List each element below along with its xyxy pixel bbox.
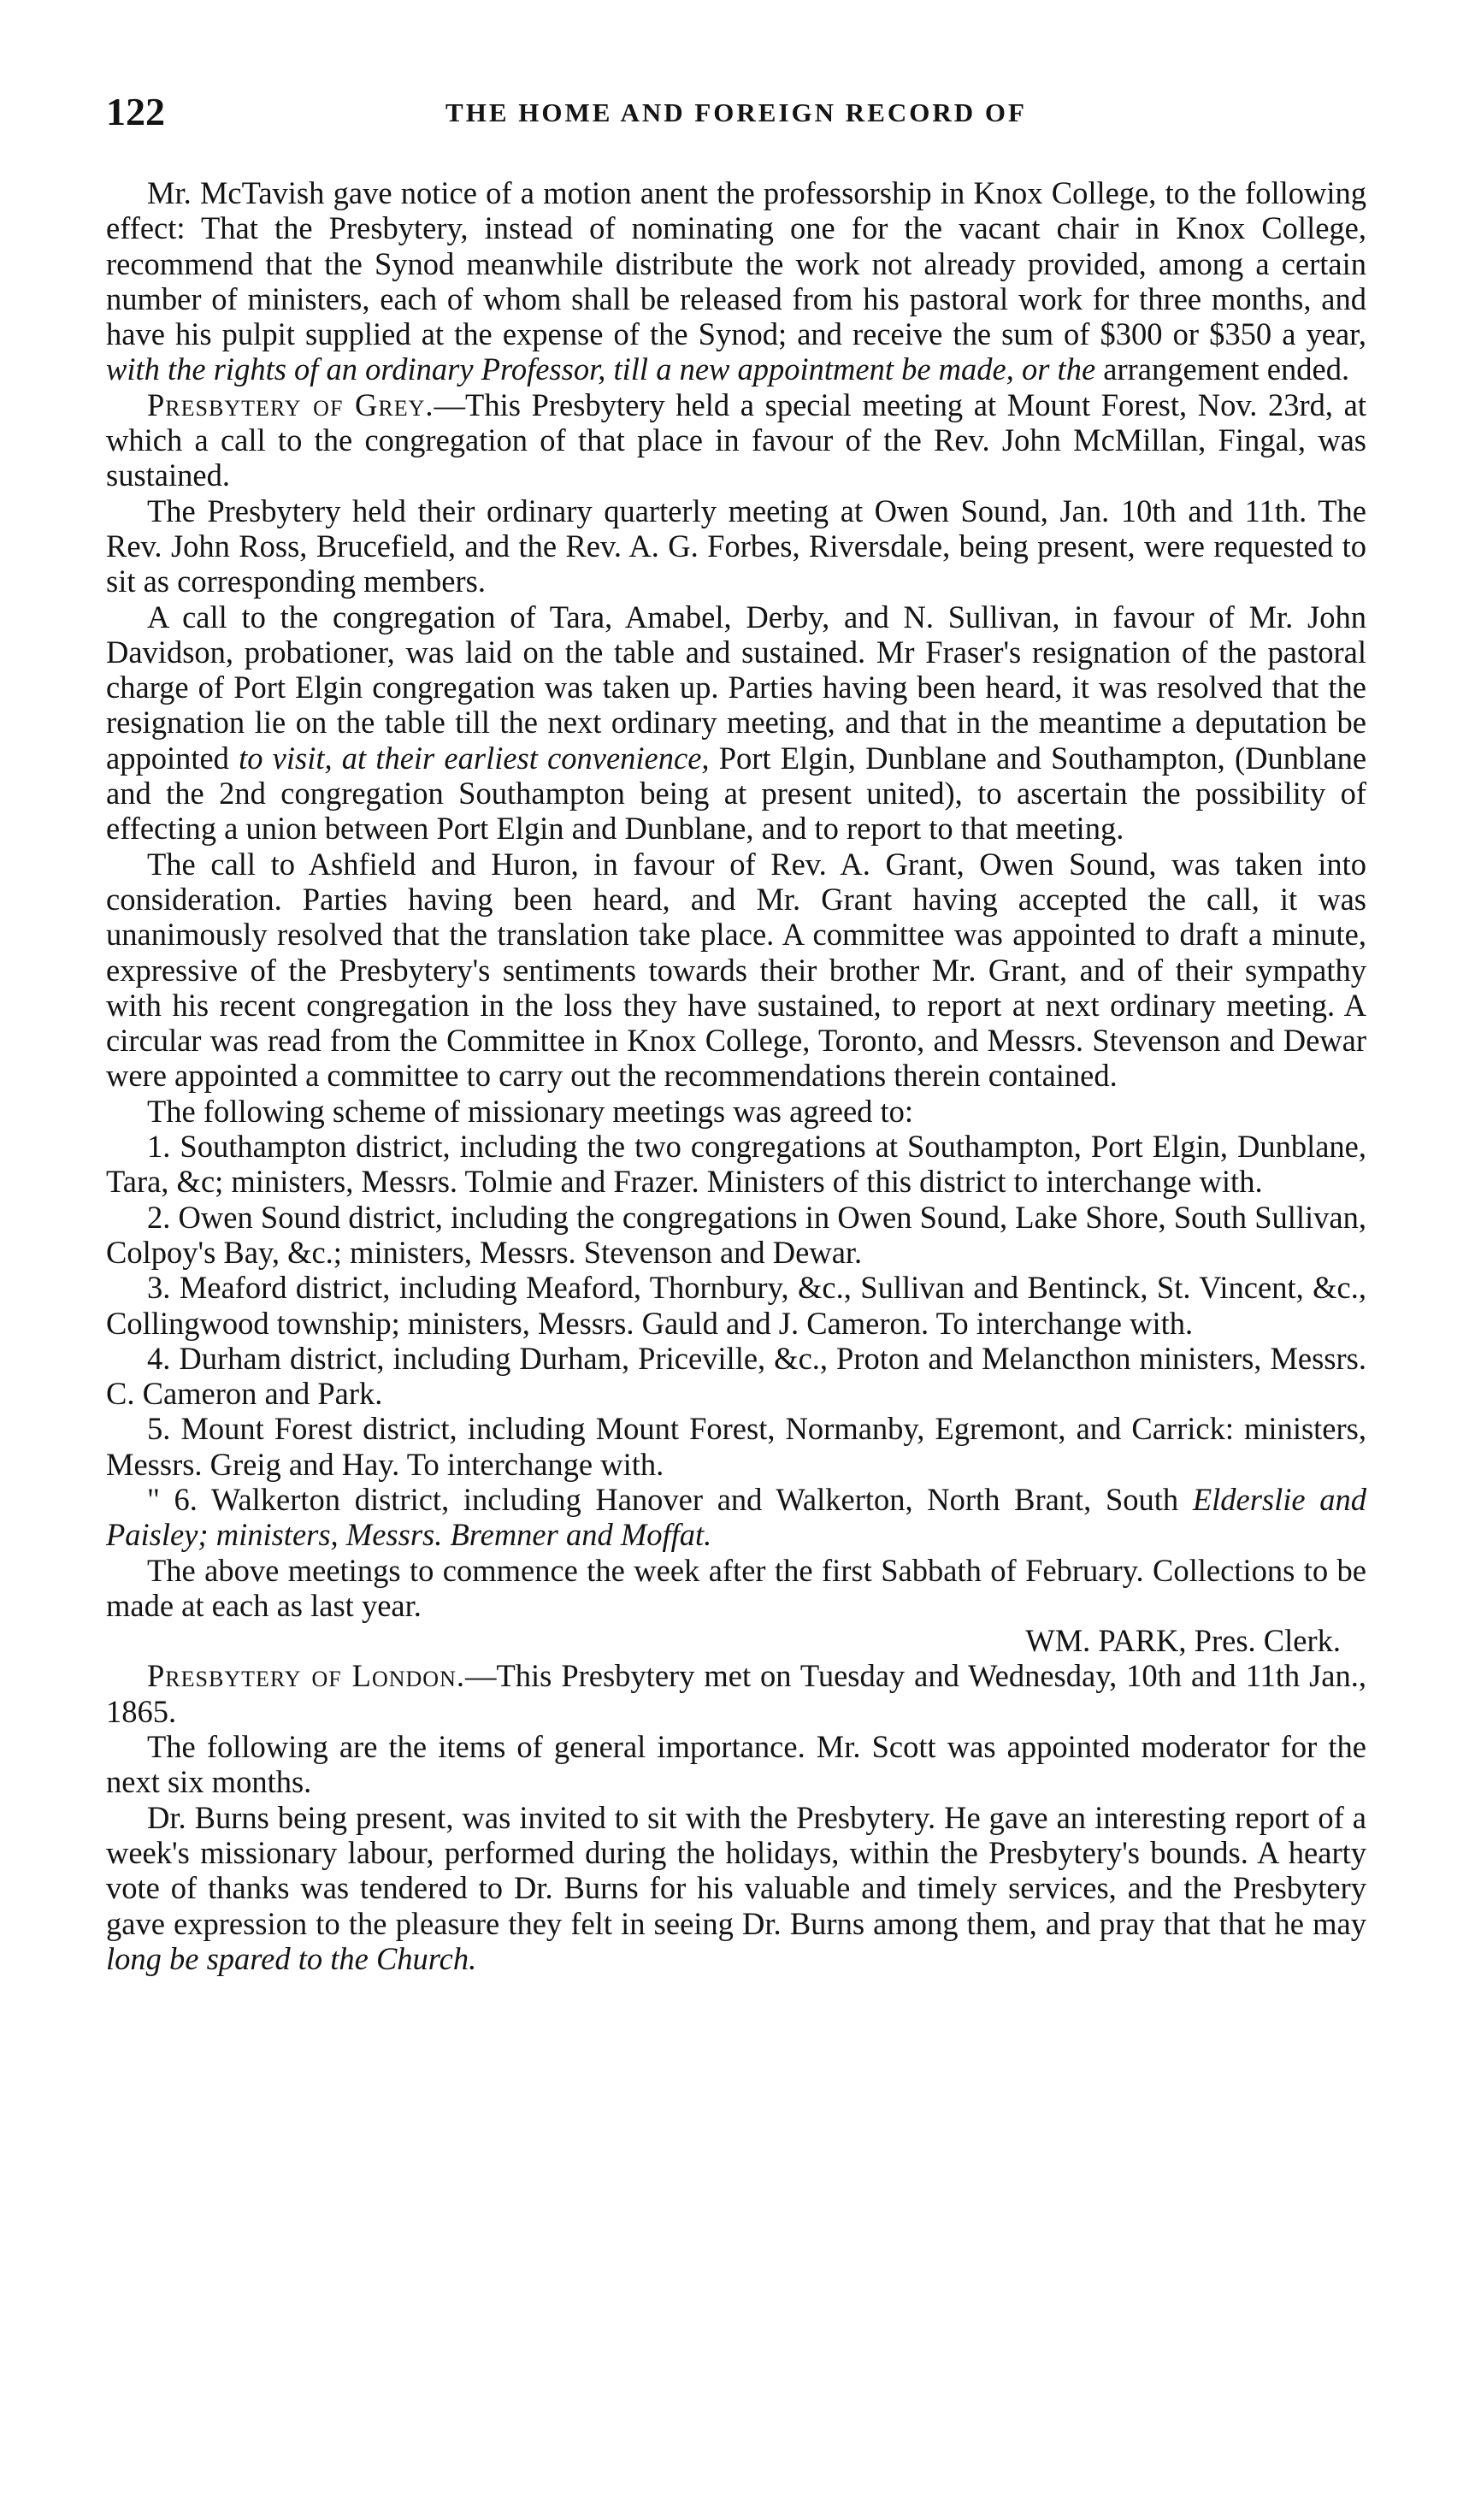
page-header xyxy=(106,89,1366,140)
list-item-district-3: 3. Meaford district, including Meaford, Thornbury, &c., Sullivan and Bentinck, St. Vincent, &c., Collingwood township; ministers, Messrs. Gauld and J. Cameron. To interchange with. xyxy=(106,1270,1366,1341)
section-heading-london: Presbytery of London. xyxy=(147,1658,465,1694)
list-item-district-4: 4. Durham district, including Durham, Priceville, &c., Proton and Melancthon ministers, Messrs. C. Cameron and Park. xyxy=(106,1340,1366,1412)
list-item-district-1: 1. Southampton district, including the two congregations at Southampton, Port Elgin, Dunblane, Tara, &c; ministers, Messrs. Tolmie and Frazer. Ministers of this district to interchange with. xyxy=(106,1129,1366,1200)
paragraph-london-dr-burns: Dr. Burns being present, was invited to sit with the Presbytery. He gave an interesting report of a week's missionary labour, performed during the holidays, within the Presbytery's bounds. A hearty vote of thanks was tendered to Dr. Burns for his valuable and timely services, and the Presbytery gave expression to the pleasure they felt in seeing Dr. Burns among them, and pray that that he may long be spared to the Church. xyxy=(106,1799,1366,1976)
page-number: 122 xyxy=(106,90,165,133)
section-heading-grey: Presbytery of Grey. xyxy=(147,387,434,422)
list-item-district-6: " 6. Walkerton district, including Hanover and Walkerton, North Brant, South Elderslie and Paisley; ministers, Messrs. Bremner and Moffat. xyxy=(106,1481,1367,1553)
paragraph-grey-call-ashfield: The call to Ashfield and Huron, in favour of Rev. A. Grant, Owen Sound, was taken into consideration. Parties having been heard, and Mr. Grant having accepted the call, it was unanimously resolved that the translation take place. A committee was appointed to draft a minute, expressive of the Presbytery's sentiments towards their brother Mr. Grant, and of their sympathy with his recent congregation in the loss they have sustained, to report at next ordinary meeting. A circular was read from the Committee in Knox College, Toronto, and Messrs. Stevenson and Dewar were appointed a committee to carry out the recommendations therein contained. xyxy=(106,846,1366,1094)
paragraph-grey-meetings-commence: The above meetings to commence the week after the first Sabbath of February. Collections to be made at each as last year. xyxy=(106,1552,1366,1623)
paragraph-london-items: The following are the items of general importance. Mr. Scott was appointed moderator for the next six months. xyxy=(106,1729,1366,1800)
paragraph-grey-special-meeting: Presbytery of Grey.—This Presbytery held a special meeting at Mount Forest, Nov. 23rd, at which a call to the congregation of that place in favour of the Rev. John McMillan, Fingal, was sustained. xyxy=(106,387,1366,493)
running-head: THE HOME AND FOREIGN RECORD OF xyxy=(445,97,1027,127)
paragraph-grey-call-tara: A call to the congregation of Tara, Amabel, Derby, and N. Sullivan, in favour of Mr. John Davidson, probationer, was laid on the table and sustained. Mr Fraser's resignation of the pastoral charge of Port Elgin congregation was taken up. Parties having been heard, it was resolved that the resignation lie on the table till the next ordinary meeting, and that in the meantime a deputation be appointed to visit, at their earliest convenience, Port Elgin, Dunblane and Southampton, (Dunblane and the 2nd congregation Southampton being at present united), to ascertain the possibility of effecting a union between Port Elgin and Dunblane, and to report to that meeting. xyxy=(106,599,1367,847)
paragraph-mctavish-motion: Mr. McTavish gave notice of a motion anent the professorship in Knox College, to the following effect: That the Presbytery, instead of nominating one for the vacant chair in Knox College, recommend that the Synod meanwhile distribute the work not already provided, among a certain number of ministers, each of whom shall be released from his pastoral work for three months, and have his pulpit supplied at the expense of the Synod; and receive the sum of $300 or $350 a year, with the rights of an ordinary Professor, till a new appointment be made, or the arrangement ended. xyxy=(106,175,1366,387)
list-item-district-5: 5. Mount Forest district, including Mount Forest, Normanby, Egremont, and Carrick: ministers, Messrs. Greig and Hay. To interchange with. xyxy=(106,1411,1366,1482)
article-body xyxy=(106,175,1366,1976)
paragraph-grey-quarterly-meeting: The Presbytery held their ordinary quarterly meeting at Owen Sound, Jan. 10th and 11th. The Rev. John Ross, Brucefield, and the Rev. A. G. Forbes, Riversdale, being present, were requested to sit as corresponding members. xyxy=(106,493,1366,599)
signature-clerk: WM. PARK, Pres. Clerk. xyxy=(1025,1623,1341,1659)
paragraph-london-meeting: Presbytery of London.—This Presbytery met on Tuesday and Wednesday, 10th and 11th Jan., 1865. xyxy=(106,1658,1366,1729)
paragraph-grey-missionary-scheme: The following scheme of missionary meetings was agreed to: xyxy=(147,1093,914,1129)
list-item-district-2: 2. Owen Sound district, including the congregations in Owen Sound, Lake Shore, South Sullivan, Colpoy's Bay, &c.; ministers, Messrs. Stevenson and Dewar. xyxy=(106,1199,1366,1270)
